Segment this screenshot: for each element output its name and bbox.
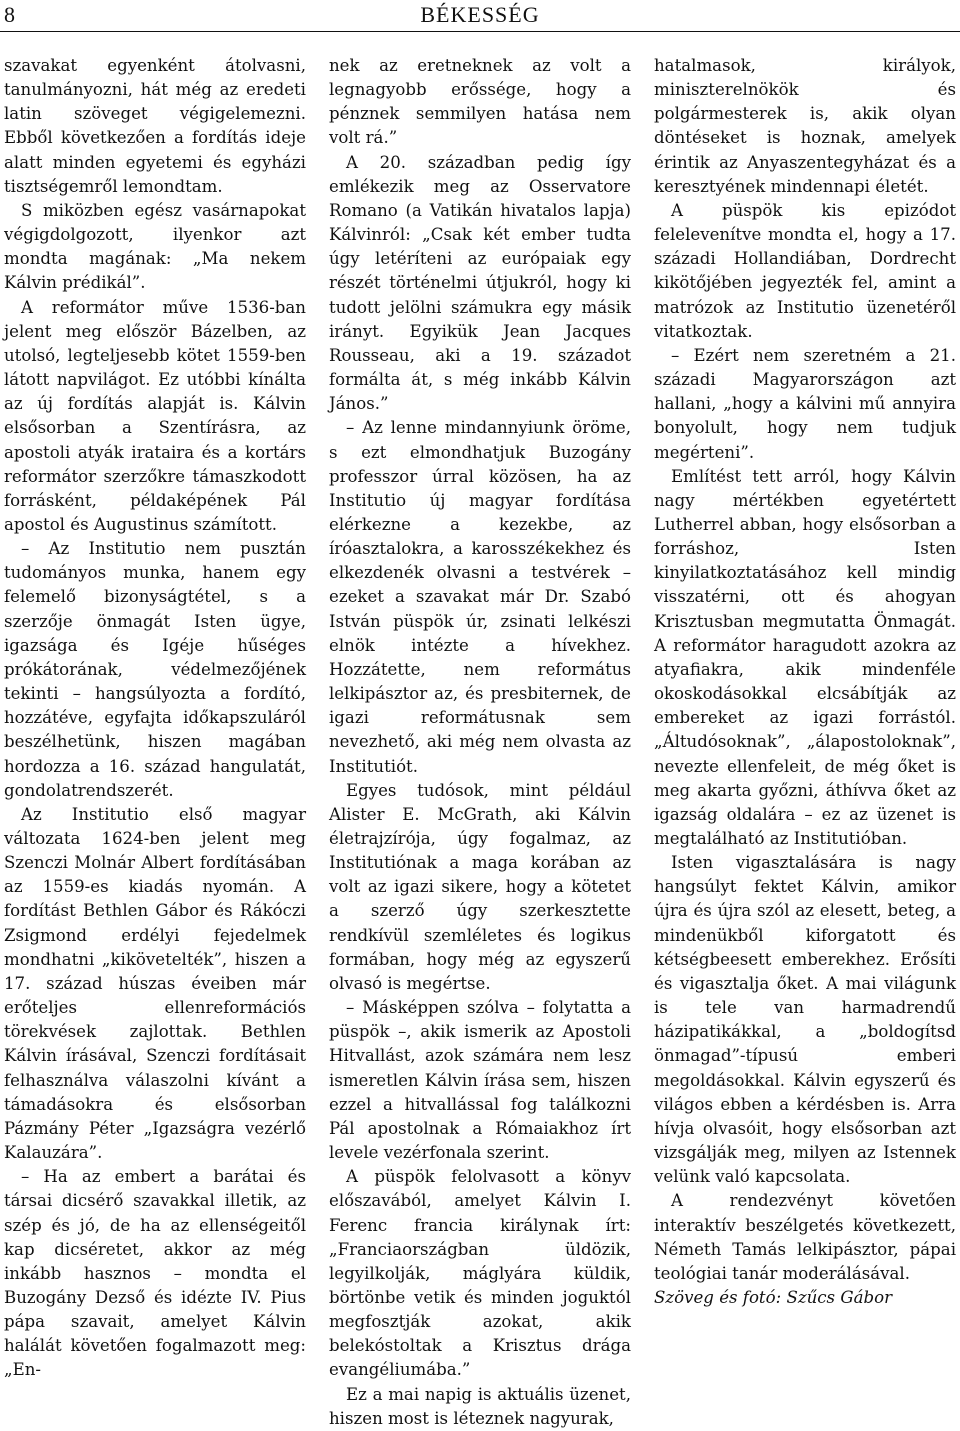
paragraph: A püspök kis epizódot felelevenítve mondta el, hogy a 17. századi Hollandiában, Dordrecht kikötőjében jegyezték fel, amint a matrózok az Institutio üzenetéről vitatkoztak. <box>654 200 956 341</box>
paragraph: Egyes tudósok, mint például Alister E. McGrath, aki Kálvin életrajzírója, úgy fogalmaz, az Institutiónak a maga korában az volt az igazi sikere, hogy a kötetet a szerző úgy szerkesztette rendkívül szemléletes és logikus formában, hogy még az egyszerű olvasó is megértse. <box>329 780 631 993</box>
header-divider <box>0 31 960 32</box>
paragraph: Isten vigasztalására is nagy hangsúlyt fektet Kálvin, amikor újra és újra szól az elesett, beteg, a mindenükből kiforgatott és kétségbeesett emberekhez. Erősíti és vigasztalja őket. A mai világunk is tele van harmadrendű házipatikákkal, a „boldogítsd önmagad”-típusú emberi megoldásokkal. Kálvin egyszerű és világos ebben a kérdésben is. Arra hívja olvasóit, hogy elsősorban azt vizsgálják meg, milyen az Istennek velünk való kapcsolata. <box>654 853 956 1187</box>
text-column-2 <box>329 54 631 1428</box>
paragraph: – Ha az embert a barátai és társai dicsérő szavakkal illetik, az szép és jó, de ha az ellenségeitől kap dicséretet, akkor az még inkább hasznos – mondta el Buzogány Dezső és idézte IV. Pius pápa szavait, amelyet Kálvin halálát követően fogalmazott meg: „En- <box>4 1167 306 1380</box>
paragraph: – Az Institutio nem pusztán tudományos munka, hanem egy felemelő bizonyságtétel, s a szerzője önmagát Isten ügye, igazsága és Igéje hűséges prókátorának, védelmezőjének tekinti – hangsúlyozta a fordító, hozzátéve, egyfajta időkapszuláról beszélhetünk, hiszen magában hordozza a 16. század hangulatát, gondolatrendszerét. <box>4 539 306 800</box>
paragraph: A püspök felolvasott a könyv előszavából, amelyet Kálvin I. Ferenc francia királynak írt: „Franciaországban üldözik, legyilkolják, máglyára küldik, börtönbe vetik és minden joguktól megfosztják azokat, akik belekóstoltak a Krisztus drága evangéliumába.” <box>329 1167 631 1380</box>
paragraph: – Ezért nem szeretném a 21. századi Magyarországon azt hallani, „hogy a kálvini mű annyira bonyolult, hogy nem tudjuk megérteni”. <box>654 345 956 462</box>
text-column-1 <box>4 54 306 1402</box>
text-column-3 <box>654 54 956 1402</box>
paragraph: Az Institutio első magyar változata 1624-ben jelent meg Szenczi Molnár Albert fordításában az 1559-es kiadás nyomán. A fordítást Bethlen Gábor és Rákóczi Zsigmond erdélyi fejedelmek mondhatni „kikövetelték”, hiszen a 17. század húszas éveiben már erőteljes ellenreformációs törekvések zajlottak. Bethlen Kálvin írásával, Szenczi fordításait felhasználva válaszolni kívánt a támadásokra és elsősorban Pázmány Péter „Igazságra vezérlő Kalauzára”. <box>4 804 306 1163</box>
page-number: 8 <box>4 2 15 27</box>
paragraph: – Másképpen szólva – folytatta a püspök –, akik ismerik az Apostoli Hitvallást, azok számára nem lesz ismeretlen Kálvin írása sem, hiszen ezzel a hitvallással fog találkozni Pál apostolnak a Rómaiakhoz írt levele vezérfonala szerint. <box>329 998 631 1163</box>
paragraph: A 20. században pedig így emlékezik meg az Osservatore Romano (a Vatikán hivatalos lapja) Kálvinról: „Csak két ember tudta úgy letéríteni az európaiak egy részét történelmi útjukról, hogy ki tudott jelölni számukra egy másik irányt. Egyikük Jean Jacques Rousseau, aki a 19. századot formálta át, s még inkább Kálvin János.” <box>329 152 631 414</box>
paragraph: A reformátor műve 1536-ban jelent meg először Bázelben, az utolsó, legteljesebb kötet 1559-ben látott napvilágot. Ez utóbbi kínálta az új fordítás alapját is. Kálvin elsősorban a Szentírásra, az apostoli atyák irataira és a kortárs reformátor szerzőkre támaszkodott forrásként, példaképének Pál apostol és Augustinus számított. <box>4 297 306 534</box>
paragraph: Ez a mai napig is aktuális üzenet, hiszen most is léteznek nagyurak, <box>329 1384 631 1428</box>
author-byline: Szöveg és fotó: Szűcs Gábor <box>654 1287 893 1307</box>
paragraph: szavakat egyenként átolvasni, tanulmányozni, hát még az eredeti latin szöveget végigelemezni. Ebből következően a fordítás ideje alatt minden egyetemi és egyházi tisztségemről lemondtam. <box>4 56 306 196</box>
paragraph: S miközben egész vasárnapokat végigdolgozott, ilyenkor azt mondta magának: „Ma nekem Kálvin prédikál”. <box>4 200 306 293</box>
paragraph: Említést tett arról, hogy Kálvin nagy mértékben egyetértett Lutherrel abban, hogy elsősorban a forráshoz, Isten kinyilatkoztatásához kell mindig visszatérni, ott és ahogyan Krisztusban megmutatta Önmagát. A reformátor haragudott azokra az atyafiakra, akik mindenféle okoskodásokkal elcsábítják az embereket az igazi forrástól. „Áltudósoknak”, „álapostoloknak”, nevezte ellenfeleit, de még őket is meg akarta győzni, áthívva őket az igazság oldalára – ez az üzenet is megtalálható az Institutióban. <box>654 466 956 848</box>
paragraph: A rendezvényt követően interaktív beszélgetés következett, Németh Tamás lelkipásztor, pápai teológiai tanár moderálásával. <box>654 1191 956 1283</box>
paragraph: – Az lenne mindannyiunk öröme, s ezt elmondhatjuk Buzogány professzor úrral közösen, ha az Institutio új magyar fordítása elérkezne a kezekbe, az íróasztalokra, a karosszékekhez és elkezdenék olvasni a testvérek – ezeket a szavakat már Dr. Szabó István püspök úr, zsinati lelkészi elnök intézte a hívekhez. Hozzátette, nem református lelkipásztor az, és presbiternek, de igazi reformátusnak sem nevezhető, aki még nem olvasta az Institutiót. <box>329 418 631 776</box>
paragraph: nek az eretneknek az volt a legnagyobb erőssége, hogy a pénznek semmilyen hatása nem volt rá.” <box>329 56 631 148</box>
publication-title: BÉKESSÉG <box>420 2 540 27</box>
page-header <box>0 0 960 30</box>
paragraph: hatalmasok, királyok, miniszterelnökök és polgármesterek is, akik olyan döntéseket is hoznak, amelyek érintik az Anyaszentegyházat és a keresztyének mindennapi életét. <box>654 56 956 196</box>
